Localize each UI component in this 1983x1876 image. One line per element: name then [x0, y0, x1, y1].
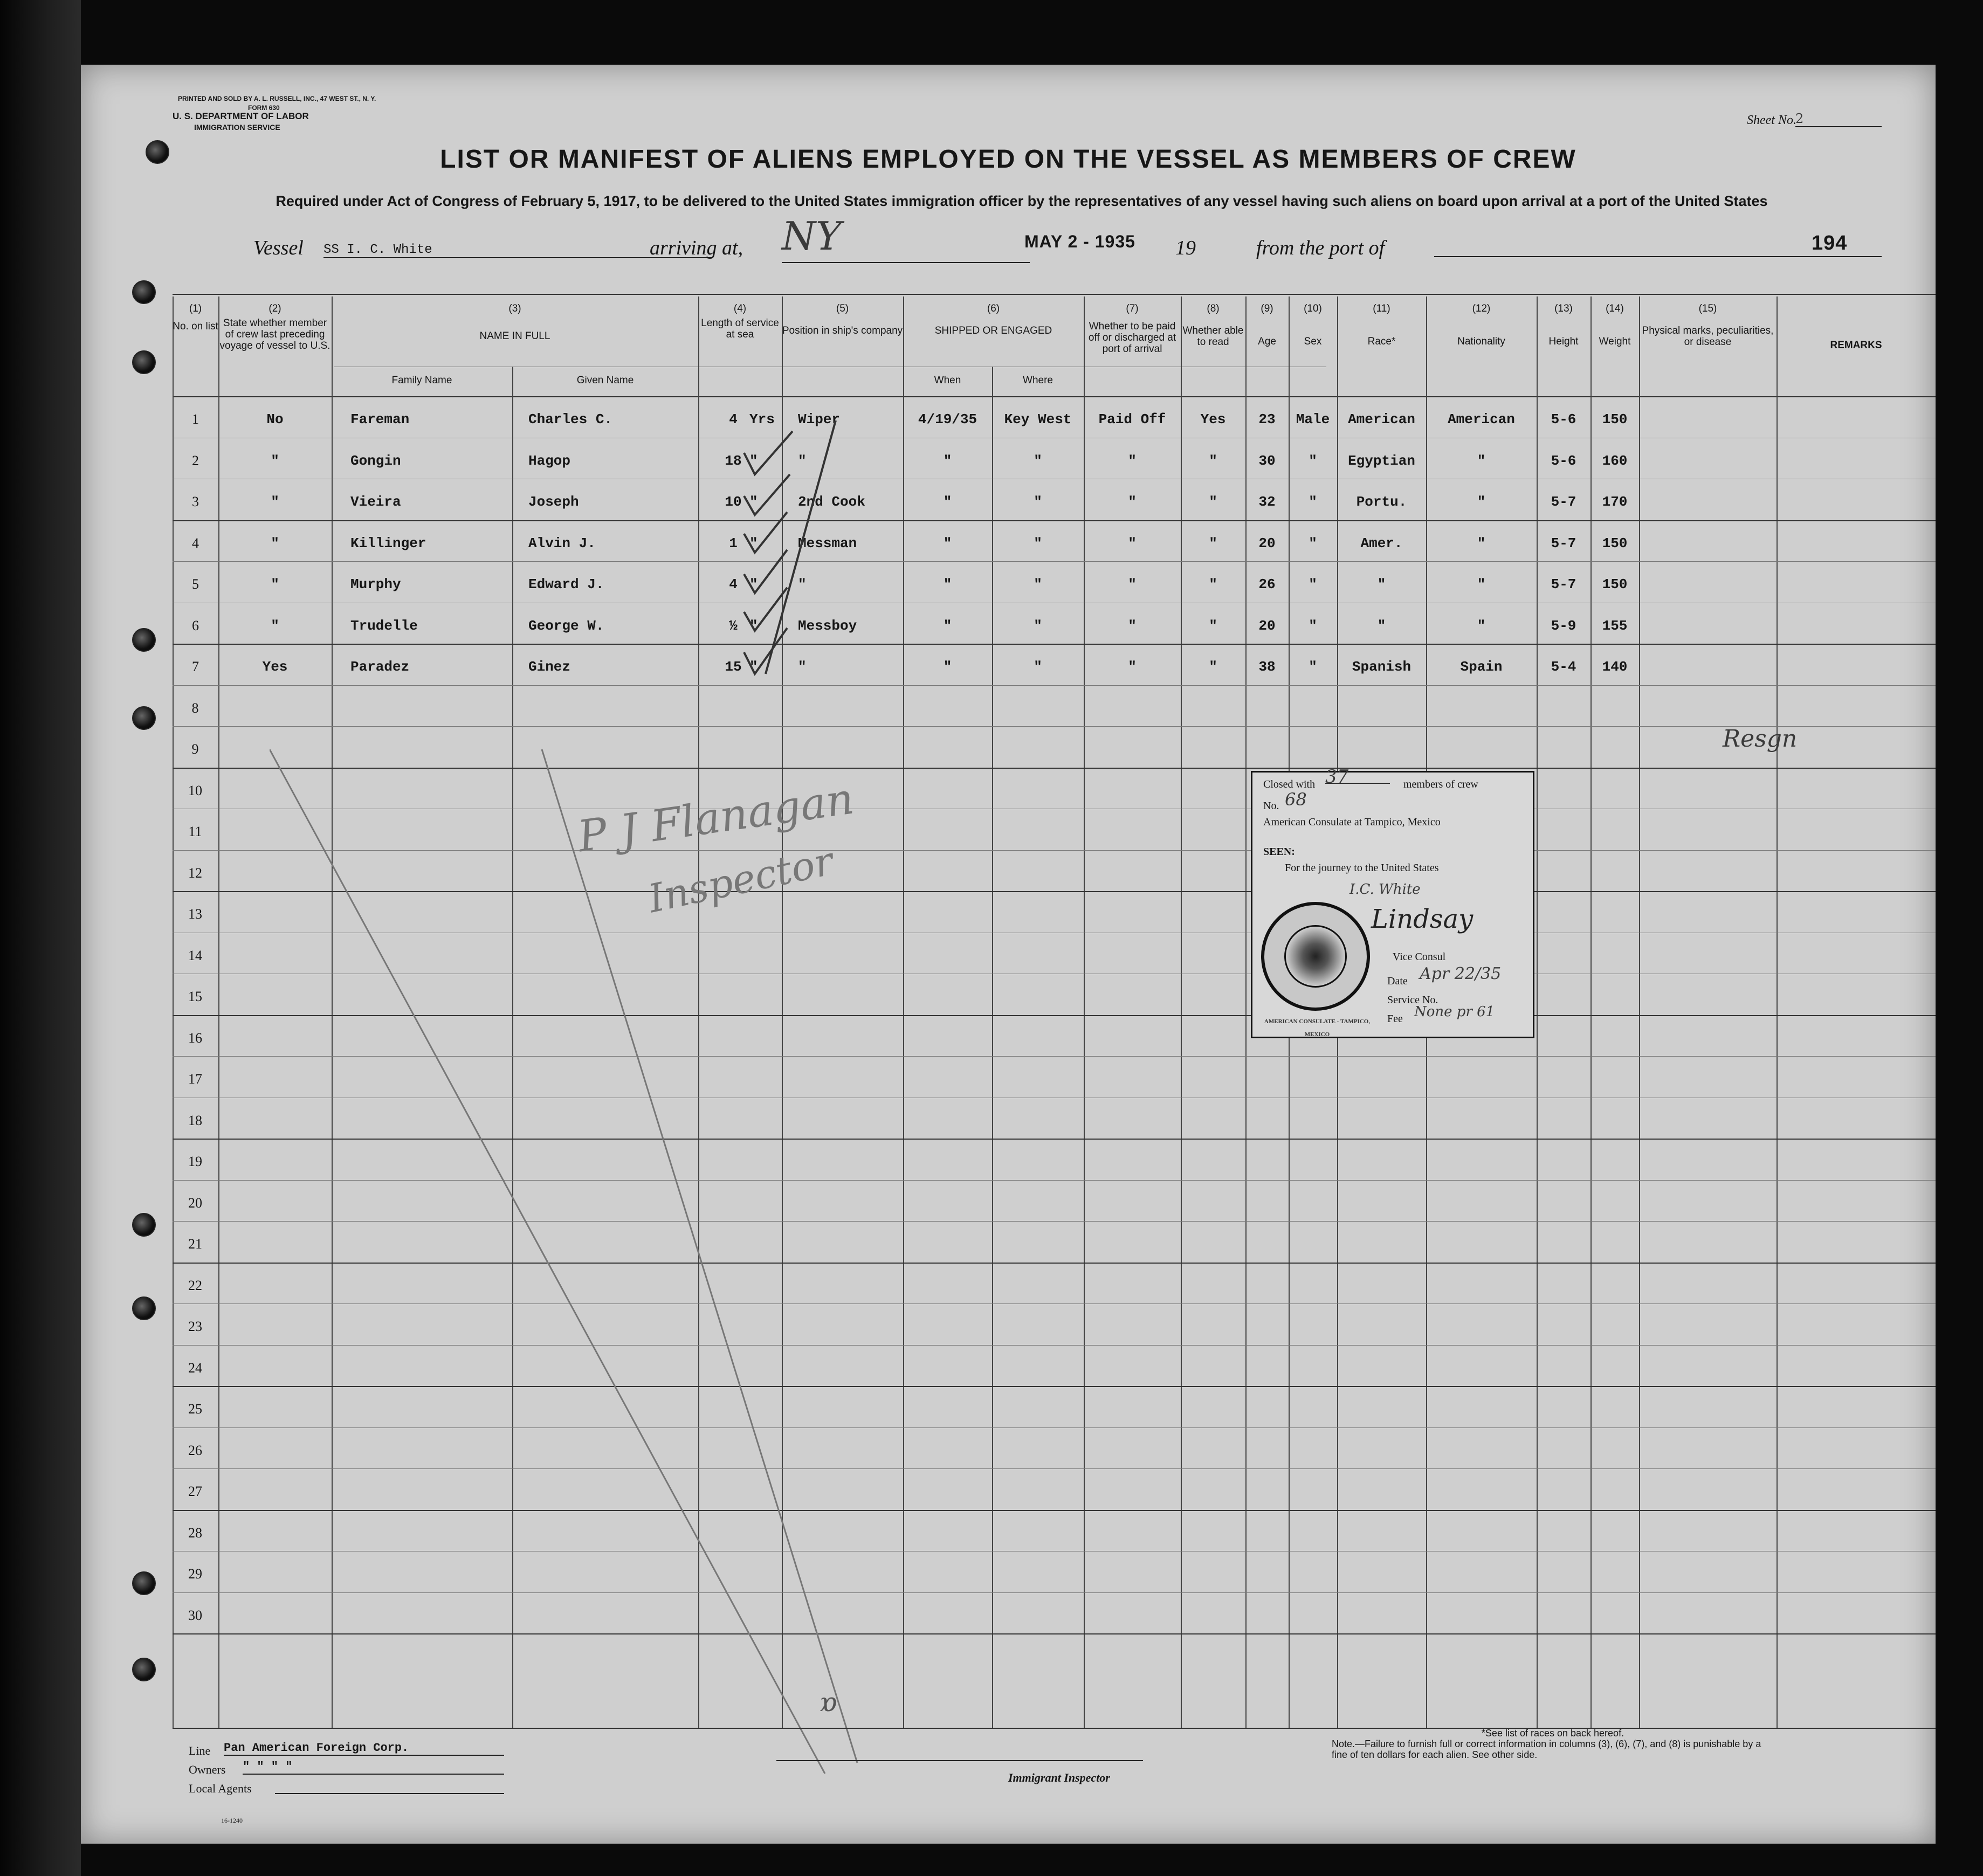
- cell-read: ": [1209, 535, 1217, 551]
- cell-weight: 155: [1602, 617, 1628, 634]
- footer-notes: [1332, 1728, 1774, 1760]
- department: U. S. DEPARTMENT OF LABOR: [173, 111, 309, 121]
- cell-age: 32: [1258, 494, 1276, 510]
- punch-hole: [132, 628, 156, 652]
- col-nationality-header: (12) Nationality: [1457, 303, 1505, 347]
- row-number: 19: [188, 1154, 202, 1169]
- col-height-header: (13) Height: [1548, 303, 1579, 347]
- col-no-header: (1) No. on list: [173, 303, 218, 332]
- row-number: 23: [188, 1319, 202, 1334]
- checkmark-strokes: [728, 420, 868, 765]
- punch-hole: [132, 280, 156, 304]
- agents-line: [275, 1779, 504, 1794]
- cell-position: ": [798, 452, 807, 469]
- col-paid-off-header: (7) Whether to be paid off or discharged at port of arrival: [1088, 303, 1176, 355]
- cell-family: Murphy: [350, 576, 401, 592]
- row-number: 28: [188, 1525, 202, 1541]
- sheet-label: Sheet No.: [1747, 113, 1796, 127]
- cell-age: 20: [1258, 535, 1276, 551]
- col-remarks-header: REMARKS: [1830, 340, 1882, 351]
- owners-label: Owners: [189, 1763, 226, 1776]
- cell-where: ": [1034, 452, 1042, 469]
- service-no-label: Service No.: [1387, 994, 1438, 1006]
- date-value: Apr 22/35: [1420, 964, 1502, 983]
- cell-paid: Paid Off: [1098, 411, 1166, 427]
- cell-read: ": [1209, 494, 1217, 510]
- cell-where: ": [1034, 535, 1042, 551]
- cell-when: 4/19/35: [918, 411, 977, 427]
- cell-svc_unit: Yrs: [749, 411, 775, 427]
- row-number: 15: [188, 989, 202, 1004]
- cell-given: George W.: [528, 617, 604, 634]
- vessel-label: Vessel: [253, 237, 304, 259]
- cell-nat: ": [1477, 452, 1486, 469]
- row-rule: [173, 685, 1936, 686]
- cell-sex: ": [1309, 617, 1317, 634]
- col-race-header: (11) Race*: [1367, 303, 1396, 347]
- from-port-label: from the port of: [1256, 237, 1385, 259]
- cell-when: ": [943, 659, 952, 675]
- cell-paid: ": [1128, 659, 1137, 675]
- row-rule: [173, 726, 1936, 727]
- col-position-header: (5) Position in ship's company: [782, 303, 903, 336]
- arrival-date-stamp: MAY 2 - 1935: [1024, 232, 1135, 251]
- arriving-port: NY: [782, 210, 1030, 263]
- row-rule: [173, 561, 1936, 562]
- cell-prev: ": [271, 617, 279, 634]
- cell-service: 1: [729, 535, 738, 551]
- seen-label: SEEN:: [1263, 846, 1295, 858]
- row-rule: [173, 520, 1936, 521]
- row-number: 21: [188, 1236, 202, 1252]
- row-number: 9: [191, 741, 199, 757]
- cell-svc_unit: ": [749, 659, 758, 675]
- row-number: 22: [188, 1277, 202, 1293]
- consul-signature: Lindsay: [1371, 904, 1474, 934]
- cell-no: 5: [192, 576, 199, 592]
- line-value: Pan American Foreign Corp.: [224, 1741, 504, 1756]
- cell-svc_unit: ": [749, 617, 758, 634]
- row-number: 8: [191, 700, 199, 716]
- stamp-number: 194: [1812, 232, 1848, 254]
- cell-where: ": [1034, 494, 1042, 510]
- cell-svc_unit: ": [749, 452, 758, 469]
- cell-read: Yes: [1200, 411, 1226, 427]
- cell-paid: ": [1128, 452, 1137, 469]
- consulate-seal: [1261, 902, 1370, 1011]
- sheet-number: 2: [1795, 111, 1882, 127]
- cell-service: ½: [729, 617, 738, 634]
- row-number: 29: [188, 1566, 202, 1582]
- consul-vessel-hw: I.C. White: [1349, 881, 1421, 898]
- cell-where: ": [1034, 617, 1042, 634]
- pencil-line: [270, 749, 970, 1817]
- cell-nat: ": [1477, 535, 1486, 551]
- cell-age: 30: [1258, 452, 1276, 469]
- col-weight-header: (14) Weight: [1599, 303, 1631, 347]
- cell-family: Trudelle: [350, 617, 418, 634]
- vice-consul-label: Vice Consul: [1393, 951, 1446, 963]
- cell-given: Charles C.: [528, 411, 613, 427]
- cell-height: 5-4: [1551, 659, 1576, 675]
- agents-label: Local Agents: [189, 1782, 252, 1795]
- scanner-edge: [0, 0, 81, 1876]
- cell-nat: Spain: [1460, 659, 1503, 675]
- cell-read: ": [1209, 617, 1217, 634]
- cell-paid: ": [1128, 617, 1137, 634]
- cell-when: ": [943, 617, 952, 634]
- consulate-name: American Consulate at Tampico, Mexico: [1263, 816, 1441, 828]
- cell-no: 4: [192, 535, 199, 551]
- cell-age: 26: [1258, 576, 1276, 592]
- row-number: 17: [188, 1071, 202, 1087]
- note-penalty: Note.—Failure to furnish full or correct information in columns (3), (6), (7), and (8) is punishable by a fine of ten dollars for each alien. See other side.: [1332, 1739, 1761, 1760]
- cell-where: ": [1034, 659, 1042, 675]
- cell-family: Paradez: [350, 659, 410, 675]
- cell-race: Portu.: [1356, 494, 1407, 510]
- cell-where: Key West: [1004, 411, 1072, 427]
- row-number: 24: [188, 1360, 202, 1376]
- cell-nat: ": [1477, 576, 1486, 592]
- cell-svc_unit: ": [749, 576, 758, 592]
- cell-weight: 150: [1602, 576, 1628, 592]
- col-shipped-header: (6) SHIPPED OR ENGAGED: [934, 303, 1052, 336]
- cell-no: 1: [192, 411, 199, 427]
- col-family-name-header: Family Name: [391, 375, 452, 386]
- cell-no: 2: [192, 452, 199, 468]
- cell-svc_unit: ": [749, 535, 758, 551]
- cell-nat: ": [1477, 494, 1486, 510]
- cell-age: 38: [1258, 659, 1276, 675]
- inspector-label: Immigrant Inspector: [1008, 1771, 1110, 1784]
- cell-when: ": [943, 535, 952, 551]
- cell-race: American: [1348, 411, 1415, 427]
- cell-service: 18: [725, 452, 742, 469]
- cell-when: ": [943, 452, 952, 469]
- cell-nat: ": [1477, 617, 1486, 634]
- cell-read: ": [1209, 576, 1217, 592]
- cell-given: Joseph: [528, 494, 579, 510]
- cell-where: ": [1034, 576, 1042, 592]
- row-number: 20: [188, 1195, 202, 1211]
- printer-line: PRINTED AND SOLD BY A. L. RUSSELL, INC., 47 WEST ST., N. Y.: [178, 95, 376, 102]
- manifest-sheet: [81, 65, 1936, 1844]
- remark-row7: Resgn: [1723, 725, 1798, 753]
- row-number: 11: [188, 824, 202, 839]
- line-label: Line: [189, 1744, 211, 1757]
- col-prev-voyage-header: (2) State whether member of crew last preceding voyage of vessel to U.S.: [219, 303, 330, 351]
- cell-race: Spanish: [1352, 659, 1411, 675]
- inspector-signature: P J Flanagan: [575, 773, 857, 862]
- cell-given: Edward J.: [528, 576, 604, 592]
- inspector-title-handwritten: Inspector: [644, 838, 837, 922]
- cell-service: 15: [725, 659, 742, 675]
- cell-position: Messman: [798, 535, 857, 551]
- col-name-header: (3) NAME IN FULL: [479, 303, 550, 342]
- vessel-name: SS I. C. White: [323, 243, 712, 258]
- punch-hole: [132, 350, 156, 374]
- form-number: FORM 630: [248, 104, 280, 112]
- punch-hole: [132, 1213, 156, 1237]
- cell-read: ": [1209, 452, 1217, 469]
- cell-race: ": [1377, 576, 1386, 592]
- cell-position: Wiper: [798, 411, 841, 427]
- fee-value: None pr 61: [1414, 1004, 1495, 1020]
- cell-weight: 170: [1602, 494, 1628, 510]
- punch-hole: [132, 706, 156, 730]
- cell-paid: ": [1128, 494, 1137, 510]
- cell-read: ": [1209, 659, 1217, 675]
- cell-sex: ": [1309, 452, 1317, 469]
- cell-weight: 140: [1602, 659, 1628, 675]
- cell-no: 6: [192, 617, 199, 633]
- row-number: 10: [188, 782, 202, 798]
- cell-sex: ": [1309, 576, 1317, 592]
- note-races: *See list of races on back hereof.: [1481, 1728, 1624, 1739]
- cell-race: Amer.: [1360, 535, 1403, 551]
- row-rule: [173, 644, 1936, 645]
- form-code: 16-1240: [221, 1817, 243, 1824]
- journey-text: For the journey to the United States: [1285, 862, 1439, 874]
- cell-family: Vieira: [350, 494, 401, 510]
- cell-height: 5-7: [1551, 576, 1576, 592]
- cell-sex: ": [1309, 494, 1317, 510]
- punch-hole: [132, 1658, 156, 1681]
- cell-when: ": [943, 576, 952, 592]
- cell-given: Hagop: [528, 452, 571, 469]
- cell-prev: No: [266, 411, 284, 427]
- no-label: No.: [1263, 800, 1279, 812]
- row-number: 14: [188, 947, 202, 963]
- arriving-label: arriving at,: [650, 237, 743, 259]
- cell-height: 5-6: [1551, 411, 1576, 427]
- col-given-name-header: Given Name: [576, 375, 634, 386]
- cell-service: 4: [729, 411, 738, 427]
- col-age-header: (9) Age: [1258, 303, 1276, 347]
- cell-no: 7: [192, 659, 199, 674]
- row-number: 13: [188, 906, 202, 922]
- closed-label: Closed with: [1263, 778, 1316, 790]
- cell-weight: 150: [1602, 535, 1628, 551]
- cell-height: 5-7: [1551, 494, 1576, 510]
- row-number: 27: [188, 1484, 202, 1499]
- year-label: 19: [1175, 237, 1196, 259]
- cell-height: 5-7: [1551, 535, 1576, 551]
- cell-position: 2nd Cook: [798, 494, 865, 510]
- cell-family: Fareman: [350, 411, 410, 427]
- cell-no: 3: [192, 494, 199, 509]
- cell-prev: ": [271, 494, 279, 510]
- cell-age: 20: [1258, 617, 1276, 634]
- cell-weight: 150: [1602, 411, 1628, 427]
- cell-position: ": [798, 659, 807, 675]
- cell-family: Gongin: [350, 452, 401, 469]
- seal-emblem-icon: [1284, 925, 1347, 988]
- col-read-header: (8) Whether able to read: [1182, 303, 1244, 348]
- no-value: 68: [1285, 789, 1307, 810]
- col-where-header: Where: [1023, 375, 1053, 386]
- cell-sex: ": [1309, 535, 1317, 551]
- cell-height: 5-9: [1551, 617, 1576, 634]
- cell-paid: ": [1128, 535, 1137, 551]
- service: IMMIGRATION SERVICE: [194, 123, 280, 132]
- cell-when: ": [943, 494, 952, 510]
- col-physical-marks-header: (15) Physical marks, peculiarities, or disease: [1642, 303, 1774, 348]
- row-number: 25: [188, 1401, 202, 1417]
- cell-race: ": [1377, 617, 1386, 634]
- row-number: 30: [188, 1607, 202, 1623]
- cell-height: 5-6: [1551, 452, 1576, 469]
- cell-prev: ": [271, 535, 279, 551]
- inspector-signature-line: [776, 1760, 1143, 1761]
- cell-family: Killinger: [350, 535, 426, 551]
- members-label: members of crew: [1403, 778, 1478, 790]
- cell-paid: ": [1128, 576, 1137, 592]
- punch-hole: [132, 1296, 156, 1320]
- consul-stamp-box: [1251, 766, 1534, 1038]
- cell-prev: Yes: [262, 659, 288, 675]
- punch-hole: [132, 1571, 156, 1595]
- cell-weight: 160: [1602, 452, 1628, 469]
- cell-position: Messboy: [798, 617, 857, 634]
- col-service-header: (4) Length of service at sea: [701, 303, 779, 340]
- row-number: 12: [188, 865, 202, 881]
- date-label: Date: [1387, 975, 1408, 987]
- page-subtitle: Required under Act of Congress of February 5, 1917, to be delivered to the United States immigration officer by the representatives of any vessel having such aliens on board upon arrival at a port of the United States: [276, 193, 1768, 209]
- cell-sex: Male: [1296, 411, 1330, 427]
- cell-given: Ginez: [528, 659, 571, 675]
- seal-text: AMERICAN CONSULATE · TAMPICO, MEXICO: [1264, 1018, 1371, 1038]
- row-number: 16: [188, 1030, 202, 1046]
- pencil-initial: ɒ: [820, 1687, 837, 1718]
- cell-service: 10: [725, 494, 742, 510]
- cell-sex: ": [1309, 659, 1317, 675]
- closed-value: 37: [1325, 770, 1390, 784]
- col-when-header: When: [934, 375, 961, 386]
- fee-label: Fee: [1387, 1013, 1403, 1025]
- cell-position: ": [798, 576, 807, 592]
- cell-service: 4: [729, 576, 738, 592]
- cell-age: 23: [1258, 411, 1276, 427]
- owners-value: " " " ": [243, 1760, 504, 1775]
- cell-svc_unit: ": [749, 494, 758, 510]
- cell-nat: American: [1448, 411, 1515, 427]
- page-title: LIST OR MANIFEST OF ALIENS EMPLOYED ON THE VESSEL AS MEMBERS OF CREW: [440, 145, 1576, 174]
- row-number: 18: [188, 1112, 202, 1128]
- cell-race: Egyptian: [1348, 452, 1415, 469]
- cell-prev: ": [271, 576, 279, 592]
- cell-prev: ": [271, 452, 279, 469]
- col-sex-header: (10) Sex: [1304, 303, 1322, 347]
- cell-given: Alvin J.: [528, 535, 596, 551]
- row-number: 26: [188, 1442, 202, 1458]
